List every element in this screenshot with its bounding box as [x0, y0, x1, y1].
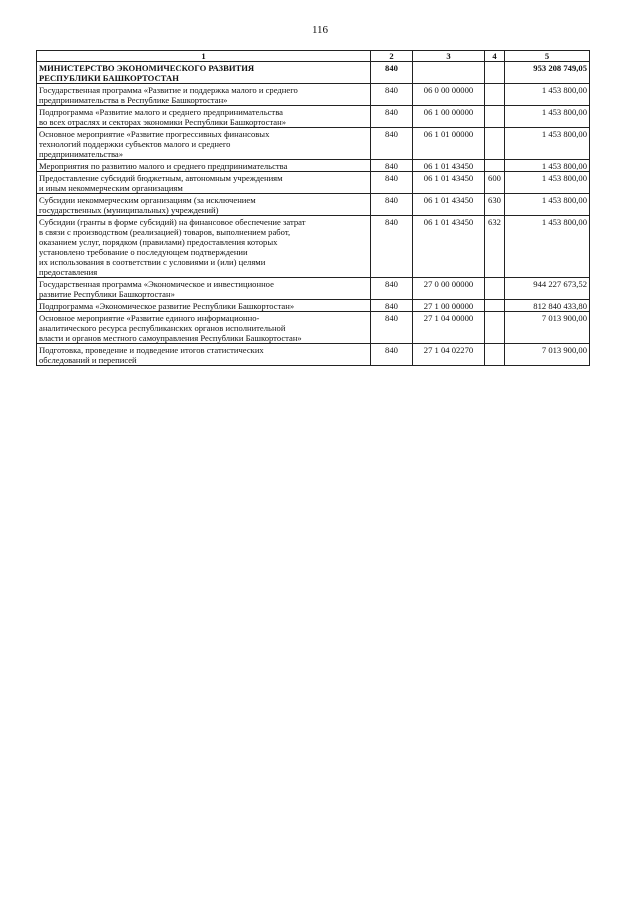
row-amount: 7 013 900,00: [505, 344, 590, 366]
row-target-code: 06 1 01 43450: [413, 160, 485, 172]
table-row: [37, 312, 590, 344]
row-name: Государственная программа «Развитие и поддержка малого и среднего предпринимательства в Республике Башкортостан»: [37, 84, 371, 106]
row-expense-type: [485, 128, 505, 160]
table-row: [37, 160, 590, 172]
row-name: Основное мероприятие «Развитие прогрессивных финансовых технологий поддержки субъектов малого и среднего предпринимательства»: [37, 128, 371, 160]
row-expense-type: [485, 312, 505, 344]
table-row: [37, 128, 590, 160]
header-col-3: 3: [413, 51, 485, 62]
row-amount: 1 453 800,00: [505, 194, 590, 216]
row-name: Государственная программа «Экономическое и инвестиционное развитие Республики Башкортостан»: [37, 278, 371, 300]
row-name: Подпрограмма «Экономическое развитие Республики Башкортостан»: [37, 300, 371, 312]
table-row: [37, 300, 590, 312]
row-ministry-code: 840: [371, 160, 413, 172]
row-amount: 1 453 800,00: [505, 216, 590, 278]
row-name: Подпрограмма «Развитие малого и среднего предпринимательства во всех отраслях и секторах экономики Республики Башкортостан»: [37, 106, 371, 128]
row-ministry-code: 840: [371, 278, 413, 300]
row-ministry-code: 840: [371, 62, 413, 84]
row-ministry-code: 840: [371, 344, 413, 366]
row-name: Основное мероприятие «Развитие единого информационно- аналитического ресурса республиканских органов исполнительной власти и органов местного самоуправления Республики Башкортостан»: [37, 312, 371, 344]
row-target-code: 06 1 01 43450: [413, 216, 485, 278]
table-row: [37, 216, 590, 278]
row-amount: 1 453 800,00: [505, 84, 590, 106]
row-target-code: 27 1 04 00000: [413, 312, 485, 344]
header-col-5: 5: [505, 51, 590, 62]
row-amount: 953 208 749,05: [505, 62, 590, 84]
row-ministry-code: 840: [371, 216, 413, 278]
table-row: [37, 344, 590, 366]
table-row: [37, 62, 590, 84]
row-ministry-code: 840: [371, 84, 413, 106]
row-name: Субсидии некоммерческим организациям (за исключением государственных (муниципальных) учреждений): [37, 194, 371, 216]
row-target-code: 27 1 04 02270: [413, 344, 485, 366]
row-amount: 944 227 673,52: [505, 278, 590, 300]
header-col-1: 1: [37, 51, 371, 62]
row-expense-type: 600: [485, 172, 505, 194]
header-col-4: 4: [485, 51, 505, 62]
row-expense-type: 630: [485, 194, 505, 216]
row-name: Субсидии (гранты в форме субсидий) на финансовое обеспечение затрат в связи с производством (реализацией) товаров, выполнением работ, оказанием услуг, порядком (правилами) предоставления которых установлено требование о последующем подтверждении их использования в соответствии с условиями и (или) целями предоставления: [37, 216, 371, 278]
row-target-code: 06 1 01 43450: [413, 194, 485, 216]
row-name: Предоставление субсидий бюджетным, автономным учреждениям и иным некоммерческим организациям: [37, 172, 371, 194]
row-ministry-code: 840: [371, 128, 413, 160]
row-expense-type: [485, 62, 505, 84]
row-target-code: 06 1 01 43450: [413, 172, 485, 194]
table-row: [37, 172, 590, 194]
row-amount: 1 453 800,00: [505, 106, 590, 128]
row-target-code: 27 0 00 00000: [413, 278, 485, 300]
row-target-code: 06 1 01 00000: [413, 128, 485, 160]
row-amount: 1 453 800,00: [505, 172, 590, 194]
page-number: 116: [311, 24, 329, 36]
row-expense-type: [485, 344, 505, 366]
row-target-code: 27 1 00 00000: [413, 300, 485, 312]
row-target-code: 06 0 00 00000: [413, 84, 485, 106]
table-row: [37, 84, 590, 106]
row-expense-type: [485, 106, 505, 128]
row-expense-type: 632: [485, 216, 505, 278]
row-target-code: [413, 62, 485, 84]
row-amount: 1 453 800,00: [505, 128, 590, 160]
row-amount: 812 840 433,80: [505, 300, 590, 312]
row-expense-type: [485, 160, 505, 172]
budget-table: [36, 50, 590, 366]
table-header-row: [37, 51, 590, 62]
row-name: Мероприятия по развитию малого и среднего предпринимательства: [37, 160, 371, 172]
row-expense-type: [485, 300, 505, 312]
row-expense-type: [485, 84, 505, 106]
row-amount: 1 453 800,00: [505, 160, 590, 172]
row-ministry-code: 840: [371, 172, 413, 194]
row-ministry-code: 840: [371, 106, 413, 128]
table-body: [37, 62, 590, 366]
table-row: [37, 106, 590, 128]
table-row: [37, 278, 590, 300]
row-ministry-code: 840: [371, 300, 413, 312]
row-name: МИНИСТЕРСТВО ЭКОНОМИЧЕСКОГО РАЗВИТИЯ РЕСПУБЛИКИ БАШКОРТОСТАН: [37, 62, 371, 84]
row-ministry-code: 840: [371, 194, 413, 216]
row-expense-type: [485, 278, 505, 300]
table-row: [37, 194, 590, 216]
row-name: Подготовка, проведение и подведение итогов статистических обследований и переписей: [37, 344, 371, 366]
row-target-code: 06 1 00 00000: [413, 106, 485, 128]
header-col-2: 2: [371, 51, 413, 62]
row-amount: 7 013 900,00: [505, 312, 590, 344]
row-ministry-code: 840: [371, 312, 413, 344]
